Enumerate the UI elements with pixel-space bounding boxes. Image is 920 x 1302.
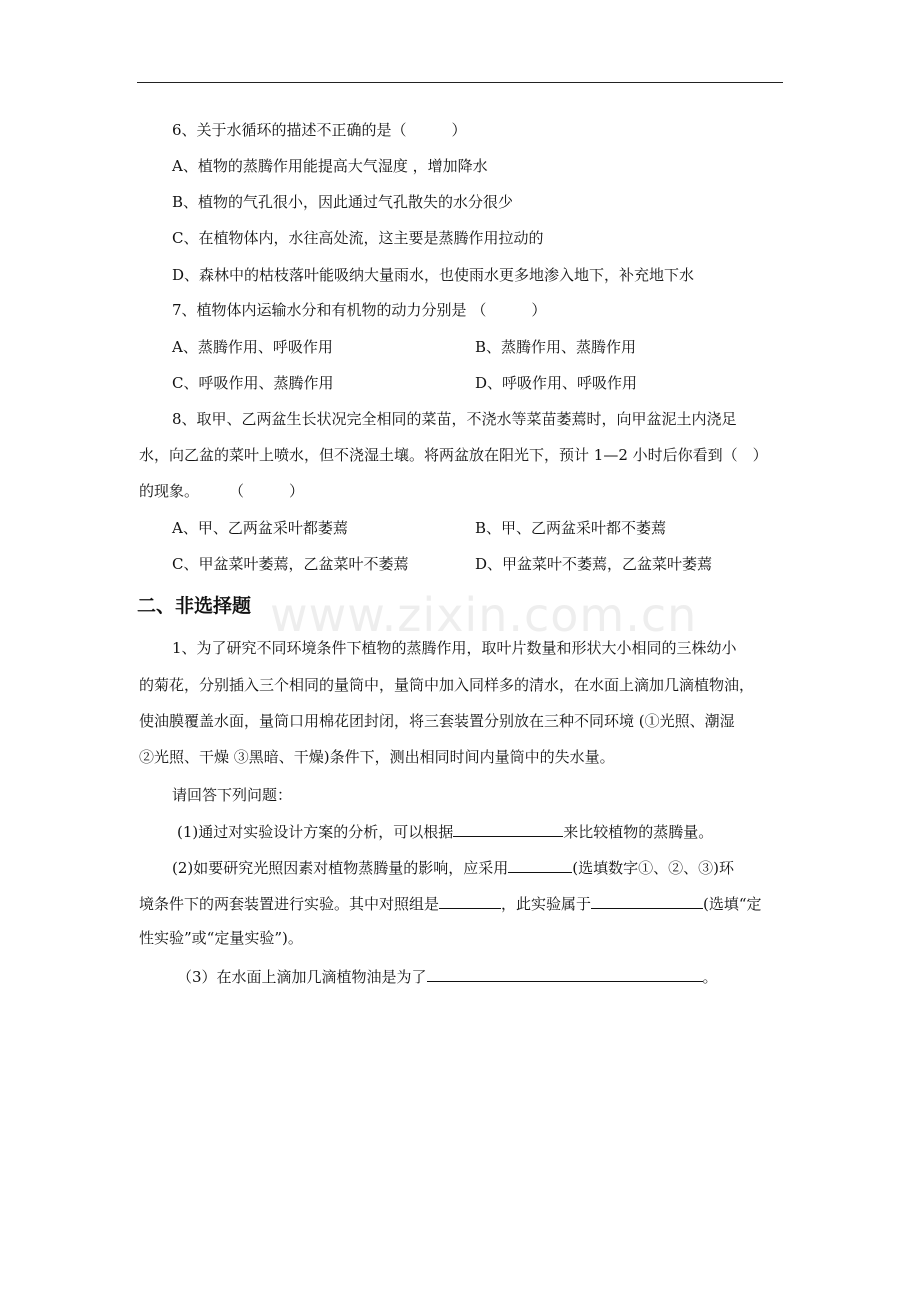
s2-sub2-pre: (2)如要研究光照因素对植物蒸腾量的影响，应采用 <box>172 859 509 877</box>
q6-option-d: D、森林中的枯枝落叶能吸纳大量雨水，也使雨水更多地渗入地下，补充地下水 <box>172 266 695 284</box>
q6-option-c: C、在植物体内，水往高处流，这主要是蒸腾作用拉动的 <box>172 229 544 247</box>
watermark: www.zixin.com.cn <box>270 588 698 642</box>
s2-sub2-line3: 性实验”或“定量实验”)。 <box>139 929 303 947</box>
q7-option-b: B、蒸腾作用、蒸腾作用 <box>475 338 637 356</box>
q8-stem-line2: 水，向乙盆的菜叶上喷水，但不浇湿土壤。将两盆放在阳光下，预计 1—2 小时后你看到（ ） <box>139 446 768 464</box>
q8-option-c: C、甲盆菜叶萎蔫，乙盆菜叶不萎蔫 <box>172 555 409 573</box>
q7-option-c: C、呼吸作用、蒸腾作用 <box>172 374 334 392</box>
s2-sub3 <box>177 966 718 986</box>
q8-stem-line3: 的现象。 （ ） <box>139 482 305 500</box>
s2-sub2-line2-post: (选填“定 <box>703 895 762 913</box>
q6-option-a: A、植物的蒸腾作用能提高大气湿度 ，增加降水 <box>172 157 488 175</box>
section2-heading: 二、非选择题 <box>137 595 252 617</box>
s2-sub2-blank3[interactable] <box>591 893 703 909</box>
s2-p1-line1: 1、为了研究不同环境条件下植物的蒸腾作用，取叶片数量和形状大小相同的三株幼小 <box>172 639 737 657</box>
header-rule <box>137 82 783 83</box>
s2-p1-line2: 的菊花，分别插入三个相同的量筒中，量筒中加入同样多的清水，在水面上滴加几滴植物油， <box>139 676 755 694</box>
s2-sub2-blank2[interactable] <box>439 893 501 909</box>
s2-sub2-blank1[interactable] <box>508 857 572 873</box>
q7-option-a: A、蒸腾作用、呼吸作用 <box>172 338 333 356</box>
s2-sub2-line2-pre: 境条件下的两套装置进行实验。其中对照组是 <box>139 895 440 913</box>
s2-p1-line4: ②光照、干燥 ③黑暗、干燥)条件下，测出相同时间内量筒中的失水量。 <box>139 748 615 766</box>
s2-sub1 <box>177 821 713 841</box>
q8-option-b: B、甲、乙两盆采叶都不萎蔫 <box>475 519 667 537</box>
s2-sub2-line1 <box>172 857 734 877</box>
s2-sub2-line2 <box>139 893 762 913</box>
s2-sub1-pre: (1)通过对实验设计方案的分析，可以根据 <box>177 823 454 841</box>
s2-sub3-blank[interactable] <box>427 966 703 982</box>
q6-stem: 6、关于水循环的描述不正确的是（ ） <box>172 121 467 139</box>
q8-stem-line1: 8、取甲、乙两盆生长状况完全相同的菜苗，不浇水等菜苗萎蔫时，向甲盆泥土内浇足 <box>172 410 737 428</box>
s2-sub3-post: 。 <box>702 968 718 986</box>
q7-stem: 7、植物体内运输水分和有机物的动力分别是 （ ） <box>172 301 547 319</box>
s2-sub1-post: 来比较植物的蒸腾量。 <box>563 823 714 841</box>
q8-option-d: D、甲盆菜叶不萎蔫，乙盆菜叶萎蔫 <box>475 555 713 573</box>
s2-sub2-line2-mid: ，此实验属于 <box>501 895 592 913</box>
s2-p1-line3: 使油膜覆盖水面，量筒口用棉花团封闭，将三套装置分别放在三种不同环境 (①光照、潮湿 <box>139 712 735 730</box>
s2-sub2-post: (选填数字①、②、③)环 <box>572 859 734 877</box>
s2-prompt: 请回答下列问题： <box>172 786 293 804</box>
s2-sub3-pre: （3）在水面上滴加几滴植物油是为了 <box>177 968 427 986</box>
s2-sub1-blank[interactable] <box>453 821 563 837</box>
q7-option-d: D、呼吸作用、呼吸作用 <box>475 374 638 392</box>
q8-option-a: A、甲、乙两盆采叶都萎蔫 <box>172 519 348 537</box>
q6-option-b: B、植物的气孔很小，因此通过气孔散失的水分很少 <box>172 193 514 211</box>
